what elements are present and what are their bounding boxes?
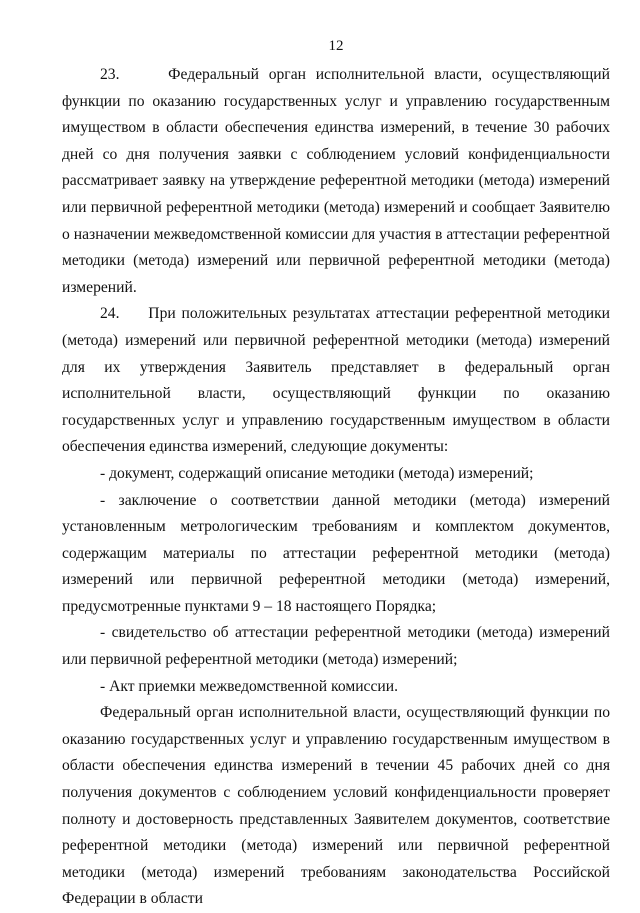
page-number: 12 [328,38,344,54]
list-item-acceptance-act: - Акт приемки межведомственной комиссии. [100,677,398,695]
list-item-conformity-conclusion: - заключение о соответствии данной методики (метода) измерений установленным метрологическим требованиям и комплектом документов, содержащим материалы по аттестации референтной методики (метода) измерений или первичной референтной методики (метода) измерений, предусмотренные пунктами 9 – 18 настоящего Порядка; [62,491,610,615]
document-body [62,62,610,913]
paragraph-federal-body-review: Федеральный орган исполнительной власти, осуществляющий функции по оказанию государственных услуг и управлению государственным имуществом в области обеспечения единства измерений в течении 45 рабочих дней со дня получения документов с соблюдением условий конфиденциальности проверяет полноту и достоверность представленных Заявителем документов, соответствие референтной методики (метода) измерений или первичной референтной методики (метода) измерений требованиям законодательства Российской Федерации в области [62,704,610,908]
list-item-attestation-certificate: - свидетельство об аттестации референтной методики (метода) измерений или первичной референтной методики (метода) измерений; [62,624,610,669]
paragraph-item-23: 23. Федеральный орган исполнительной власти, осуществляющий функции по оказанию государственных услуг и управлению государственным имуществом в области обеспечения единства измерений, в течение 30 рабочих дней со дня получения заявки с соблюдением условий конфиденциальности рассматривает заявку на утверждение референтной методики (метода) измерений или первичной референтной методики (метода) измерений и сообщает Заявителю о назначении межведомственной комиссии для участия в аттестации референтной методики (метода) измерений или первичной референтной методики (метода) измерений. [62,66,610,296]
paragraph-item-24: 24. При положительных результатах аттестации референтной методики (метода) измерений или первичной референтной методики (метода) измерений для их утверждения Заявитель представляет в федеральный орган исполнительной власти, осуществляющий функции по оказанию государственных услуг и управлению государственным имуществом в области обеспечения единства измерений, следующие документы: [62,305,610,456]
list-item-description-document: - документ, содержащий описание методики (метода) измерений; [100,464,534,482]
